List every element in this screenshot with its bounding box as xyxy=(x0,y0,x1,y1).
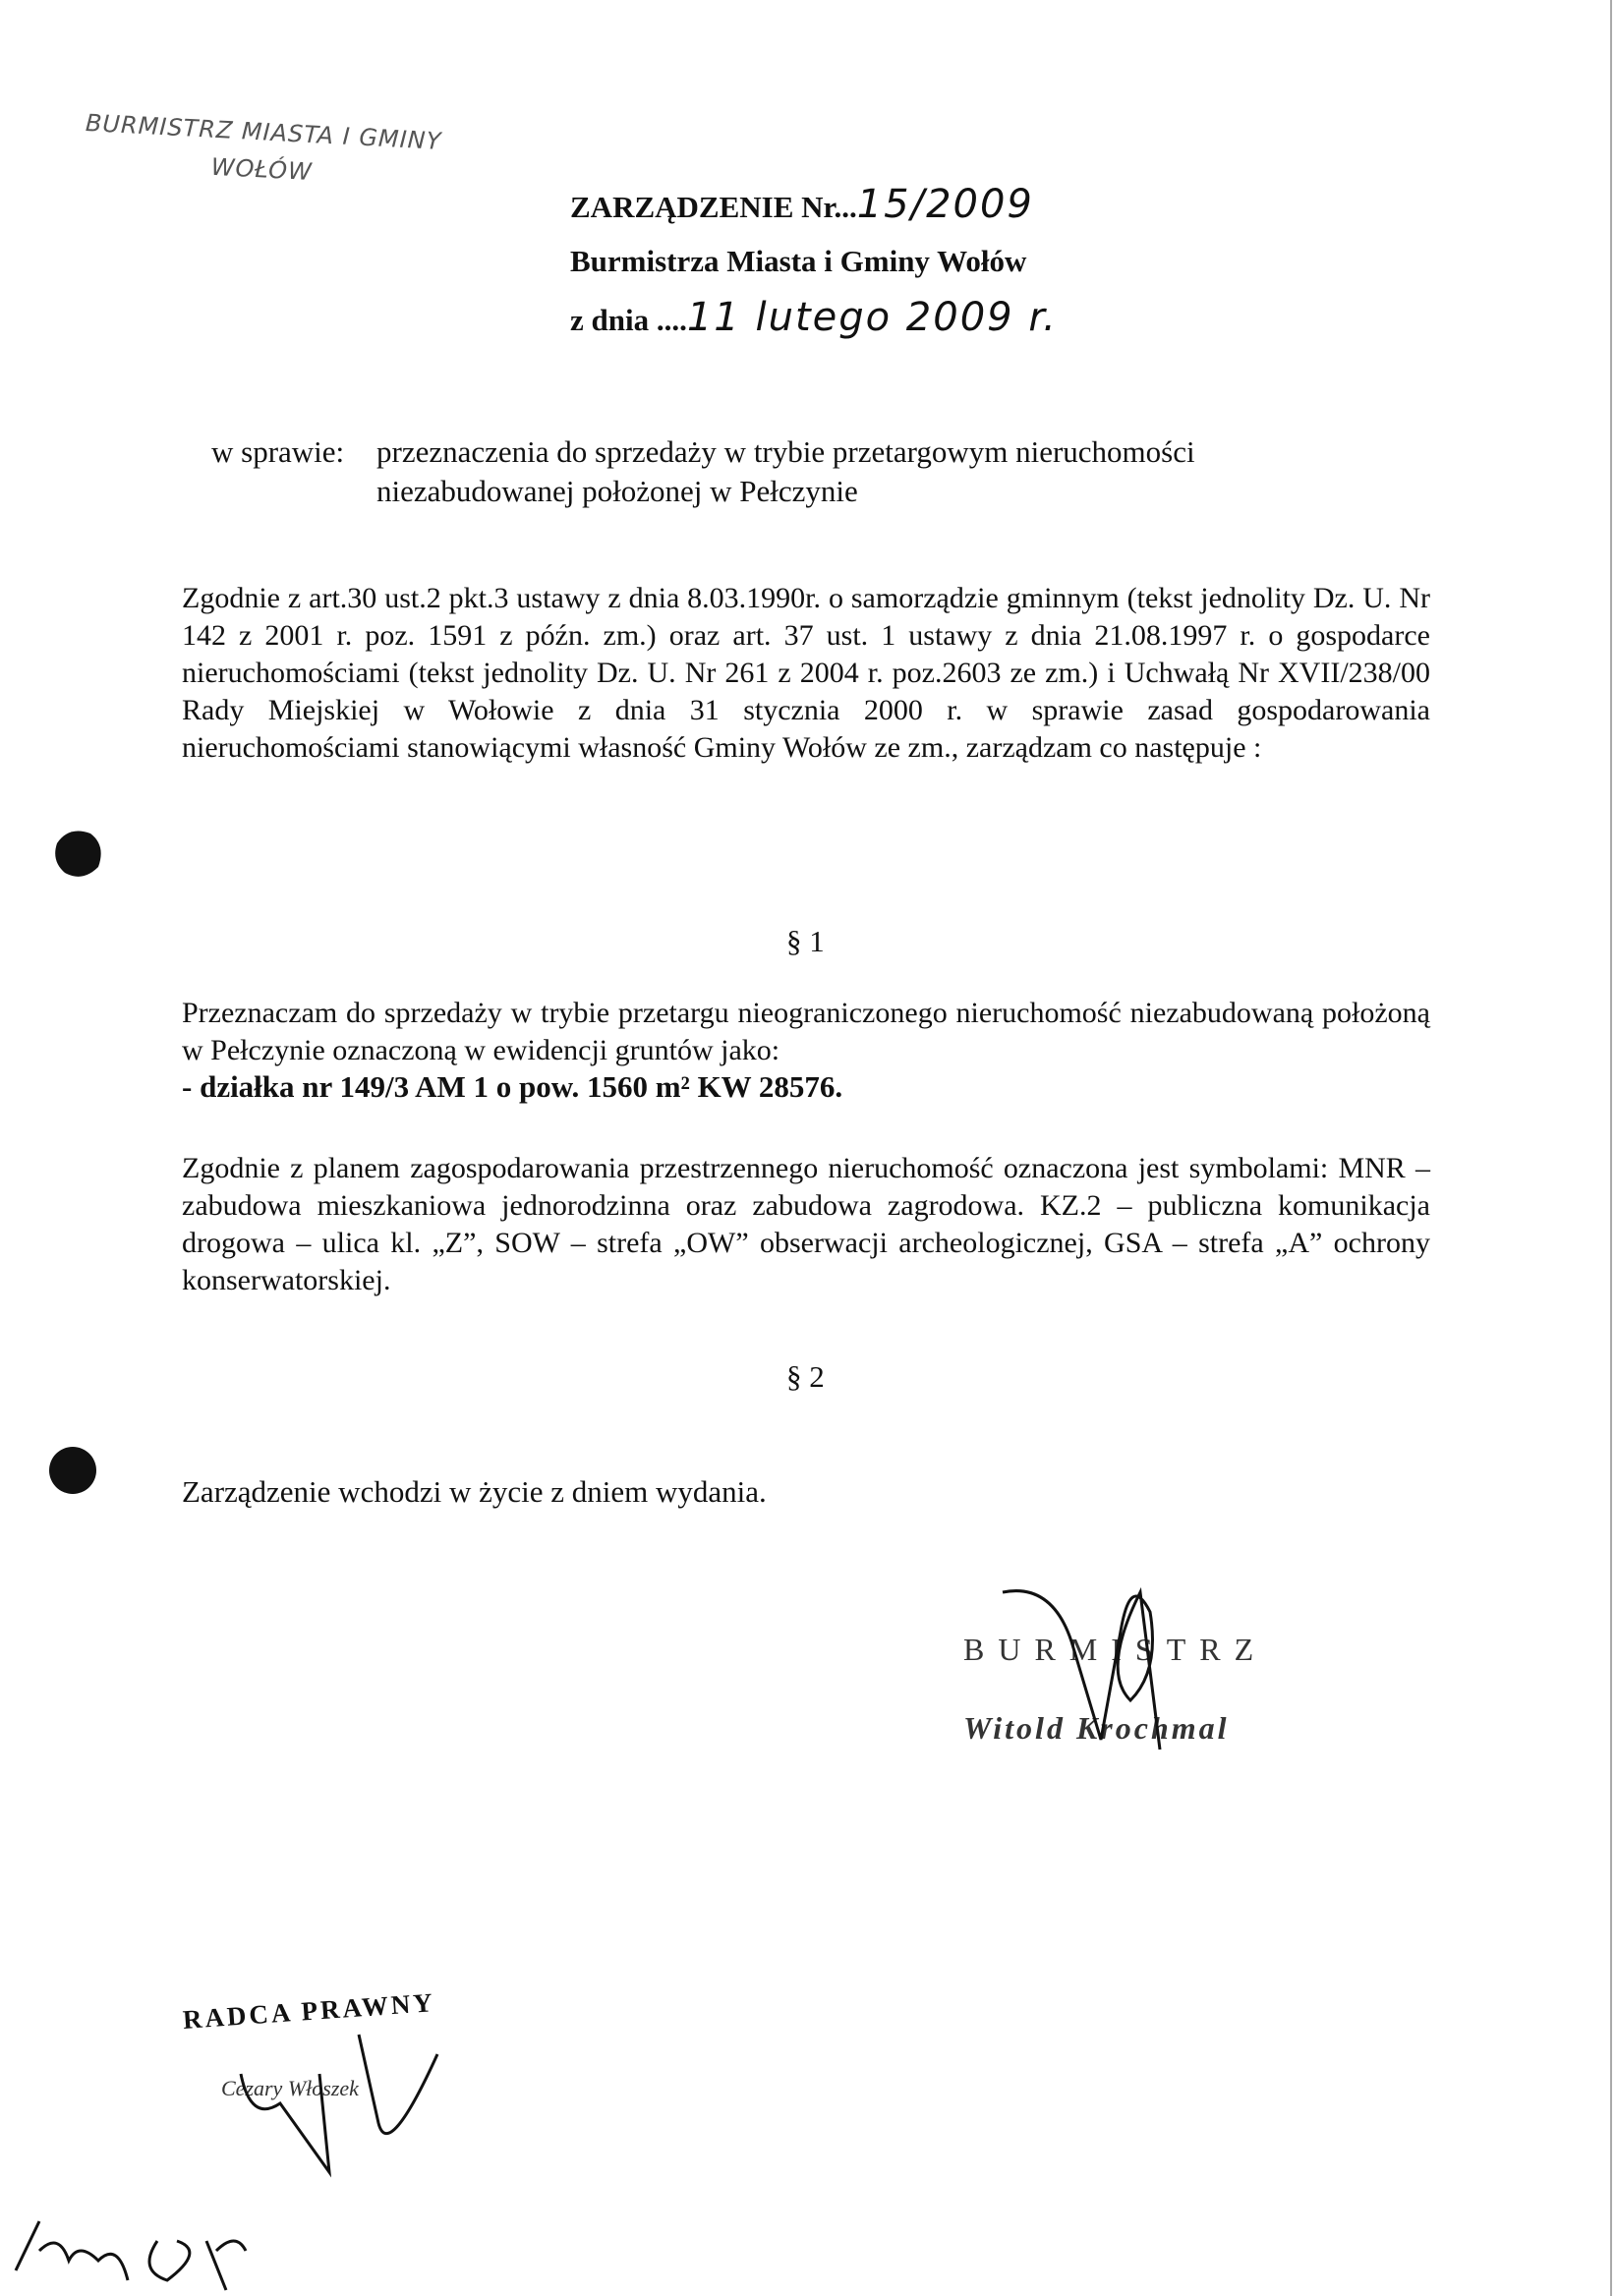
lawyer-name: Cezary Włoszek xyxy=(221,2076,359,2100)
subject-label: w sprawie: xyxy=(211,434,345,469)
punch-hole-upper xyxy=(49,824,108,883)
date-prefix: z dnia xyxy=(570,303,650,337)
lawyer-role: RADCA PRAWNY xyxy=(182,1987,436,2035)
subject-line2: niezabudowanej położonej w Pełczynie xyxy=(376,474,858,508)
mayor-name: Witold Krochmal xyxy=(963,1710,1230,1746)
lawyer-signature xyxy=(221,2015,457,2182)
lawyer-signature-block xyxy=(182,1976,477,2172)
subject-line1: przeznaczenia do sprzedaży w trybie przetargowym nieruchomości xyxy=(376,434,1195,469)
effective-clause: Zarządzenie wchodzi w życie z dniem wydania. xyxy=(182,1474,767,1509)
legal-basis: Zgodnie z art.30 ust.2 pkt.3 ustawy z dnia 8.03.1990r. o samorządzie gminnym (tekst jednolity Dz. U. Nr 142 z 2001 r. poz. 1591 z późn. zm.) oraz art. 37 ust. 1 ustawy z dnia 21.08.1997 r. o gospodarce nieruchomościami (tekst jednolity Dz. U. Nr 261 z 2004 r. poz.2603 ze zm.) i Uchwałą Nr XVII/238/00 Rady Miejskiej w Wołowie z dnia 31 stycznia 2000 r. w sprawie zasad gospodarowania nieruchomościami stanowiącymi własność Gminy Wołów ze zm., zarządzam co następuje : xyxy=(182,582,1430,764)
section-2-heading: § 2 xyxy=(786,1359,825,1394)
subject xyxy=(211,432,1195,511)
punch-hole-lower xyxy=(47,1443,102,1498)
title-prefix: ZARZĄDZENIE Nr xyxy=(570,190,835,224)
scan-edge xyxy=(1610,0,1612,2296)
order-title: ZARZĄDZENIE Nr...15/2009 xyxy=(570,182,1034,227)
mayor-role: BURMISTRZ xyxy=(963,1632,1268,1667)
parcel-description: - działka nr 149/3 AM 1 o pow. 1560 m² KW 28576. xyxy=(182,1069,843,1104)
office-stamp xyxy=(83,104,498,201)
date-handwritten: 11 lutego 2009 r. xyxy=(686,295,1058,340)
zoning-plan: Zgodnie z planem zagospodarowania przestrzennego nieruchomość oznaczona jest symbolami: MNR – zabudowa mieszkaniowa jednorodzinna oraz zabudowa zagrodowa. KZ.2 – publiczna komunikacja drogowa – ulica kl. „Z”, SOW – strefa „OW” obserwacji archeologicznej, GSA – strefa „A” ochrony konserwatorskiej. xyxy=(182,1152,1430,1296)
section-1-heading: § 1 xyxy=(786,924,825,958)
handwritten-note xyxy=(10,2211,265,2296)
order-number: 15/2009 xyxy=(856,182,1034,227)
mayor-signature-block xyxy=(963,1573,1337,1789)
section-1-intro: Przeznaczam do sprzedaży w trybie przetargu nieograniczonego nieruchomość niezabudowaną położoną w Pełczynie oznaczoną w ewidencji gruntów jako: xyxy=(182,997,1430,1066)
order-date: z dnia ....11 lutego 2009 r. xyxy=(570,295,1058,340)
office-stamp-line1: BURMISTRZ MIASTA I GMINY xyxy=(85,108,443,155)
office-stamp-line2: WOŁÓW xyxy=(210,152,314,187)
issuer: Burmistrza Miasta i Gminy Wołów xyxy=(570,244,1027,278)
mayor-signature xyxy=(963,1553,1219,1799)
